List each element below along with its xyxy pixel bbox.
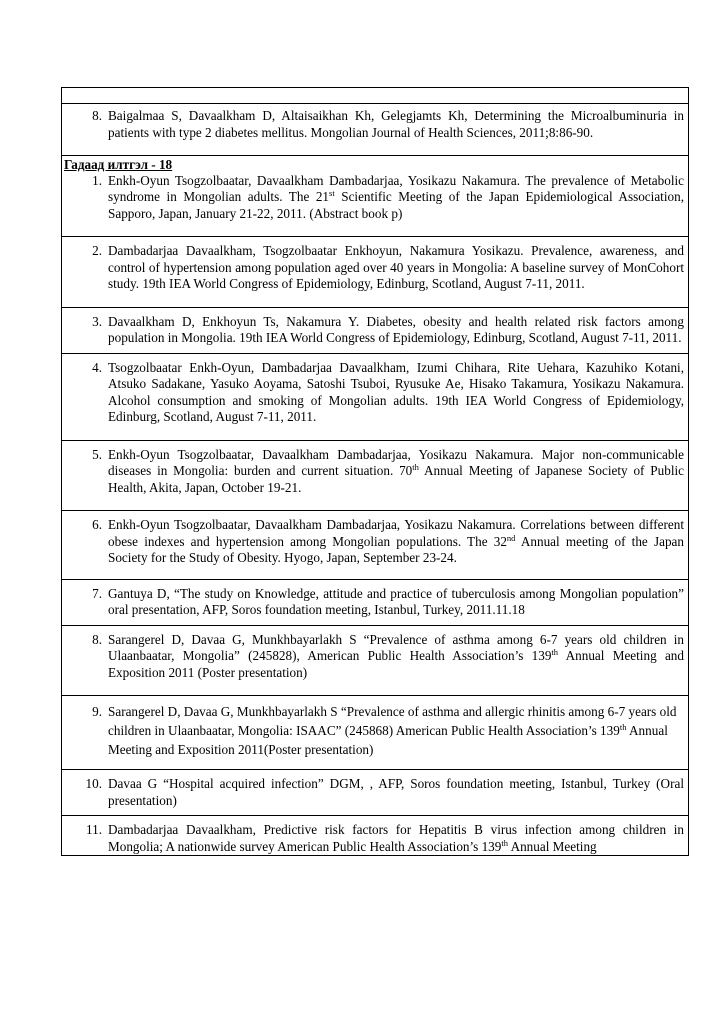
item-number: 1. bbox=[92, 172, 102, 188]
item-text: Dambadarjaa Davaalkham, Tsogzolbaatar Enkhoyun, Nakamura Yosikazu. Prevalence, awareness, and control of hypertension among population aged over 40 years in Mongolia: A baseline survey of MonCohort study. 19th IEA World Congress of Epidemiology, Edinburg, Scotland, August 7-11, 2011. bbox=[108, 243, 684, 291]
list-item bbox=[62, 822, 684, 855]
item-number: 8. bbox=[92, 631, 102, 647]
table-row bbox=[62, 237, 688, 308]
item-number: 11. bbox=[86, 822, 102, 837]
item-number: 6. bbox=[92, 517, 102, 532]
section-heading: Гадаад илтгэл - 18 bbox=[64, 157, 173, 172]
list-item bbox=[62, 447, 684, 497]
superscript: th bbox=[551, 647, 559, 657]
item-number: 3. bbox=[92, 313, 102, 329]
table-row bbox=[62, 580, 688, 626]
superscript: th bbox=[619, 722, 627, 732]
table-row bbox=[62, 511, 688, 580]
references-table bbox=[61, 87, 689, 856]
item-number: 7. bbox=[92, 585, 102, 601]
table-row bbox=[62, 156, 688, 237]
list-item bbox=[62, 108, 684, 141]
item-text: Enkh-Oyun Tsogzolbaatar, Davaalkham Dambadarjaa, Yosikazu Nakamura. Correlations between different obese indexes and hypertension among Mongolian populations. The 32nd Annual meeting of the Japan Society for the Study of Obesity. Hyogo, Japan, September 23-24. bbox=[108, 517, 684, 565]
item-text: Gantuya D, “The study on Knowledge, attitude and practice of tuberculosis among Mongolian population” oral presentation, AFP, Soros foundation meeting, Istanbul, Turkey, 2011.11.18 bbox=[108, 585, 684, 617]
table-row bbox=[62, 816, 688, 855]
item-number: 8. bbox=[92, 108, 102, 123]
item-number: 4. bbox=[92, 359, 102, 375]
table-row bbox=[62, 354, 688, 441]
list-item bbox=[62, 173, 684, 223]
list-item bbox=[62, 360, 684, 426]
item-text: Davaalkham D, Enkhoyun Ts, Nakamura Y. Diabetes, obesity and health related risk factors among population in Mongolia. 19th IEA World Congress of Epidemiology, Edinburg, Scotland, August 7-11, 2011. bbox=[108, 313, 684, 345]
list-item bbox=[62, 776, 684, 809]
item-text: Sarangerel D, Davaa G, Munkhbayarlakh S “Prevalence of asthma and allergic rhinitis among 6-7 years old children in Ulaanbaatar, Mongolia: ISAAC” (245868) American Public Health Association’s 139th Annual Meeting and Exposition 2011(Poster presentation) bbox=[108, 704, 677, 757]
list-item bbox=[62, 243, 684, 293]
list-item bbox=[62, 586, 684, 619]
item-text: Tsogzolbaatar Enkh-Oyun, Dambadarjaa Davaalkham, Izumi Chihara, Rite Uehara, Kazuhiko Kotani, Atsuko Sadakane, Yasuko Aoyama, Satoshi Tsuboi, Ryusuke Ae, Hisako Takamura, Yosikazu Nakamura. Alcohol consumption and smoking of Mongolian adults. 19th IEA World Congress of Epidemiology, Edinburg, Scotland, August 7-11, 2011. bbox=[108, 359, 684, 424]
superscript: th bbox=[412, 462, 419, 472]
item-number: 5. bbox=[92, 446, 102, 462]
item-text: Enkh-Oyun Tsogzolbaatar, Davaalkham Dambadarjaa, Yosikazu Nakamura. The prevalence of Metabolic syndrome in Mongolian adults. The 21st Scientific Meeting of the Japan Epidemiological Association, Sapporo, Japan, January 21-22, 2011. (Abstract book p) bbox=[108, 172, 684, 221]
item-text: Sarangerel D, Davaa G, Munkhbayarlakh S “Prevalence of asthma among 6-7 years old children in Ulaanbaatar, Mongolia” (245828), American Public Health Association’s 139th Annual Meeting and Exposition 2011 (Poster presentation) bbox=[108, 631, 684, 680]
item-number: 9. bbox=[92, 704, 102, 719]
table-row bbox=[62, 104, 688, 156]
table-row bbox=[62, 770, 688, 816]
document-page bbox=[61, 87, 689, 856]
superscript: st bbox=[329, 188, 335, 198]
table-row bbox=[62, 696, 688, 770]
item-text: Enkh-Oyun Tsogzolbaatar, Davaalkham Dambadarjaa, Yosikazu Nakamura. Major non-communicable diseases in Mongolia: burden and current situation. 70th Annual Meeting of Japanese Society of Public Health, Akita, Japan, October 19-21. bbox=[108, 446, 684, 495]
table-row bbox=[62, 441, 688, 512]
item-number: 10. bbox=[85, 776, 102, 791]
table-row bbox=[62, 308, 688, 354]
table-row bbox=[62, 626, 688, 697]
item-text: Baigalmaa S, Davaalkham D, Altaisaikhan Kh, Gelegjamts Kh, Determining the Microalbuminuria in patients with type 2 diabetes mellitus. Mongolian Journal of Health Sciences, 2011;8:86-90. bbox=[108, 108, 684, 140]
list-item bbox=[62, 632, 684, 682]
list-item bbox=[62, 517, 684, 567]
item-text: Dambadarjaa Davaalkham, Predictive risk factors for Hepatitis B virus infection among children in Mongolia; A nationwide survey American Public Health Association’s 139th Annual Meeting bbox=[108, 822, 684, 854]
blank-row bbox=[62, 88, 688, 104]
list-item bbox=[62, 314, 684, 347]
superscript: nd bbox=[506, 532, 516, 543]
superscript: th bbox=[501, 837, 508, 848]
item-number: 2. bbox=[92, 243, 102, 258]
item-text: Davaa G “Hospital acquired infection” DGM, , AFP, Soros foundation meeting, Istanbul, Turkey (Oral presentation) bbox=[108, 776, 684, 808]
list-item bbox=[62, 702, 684, 759]
